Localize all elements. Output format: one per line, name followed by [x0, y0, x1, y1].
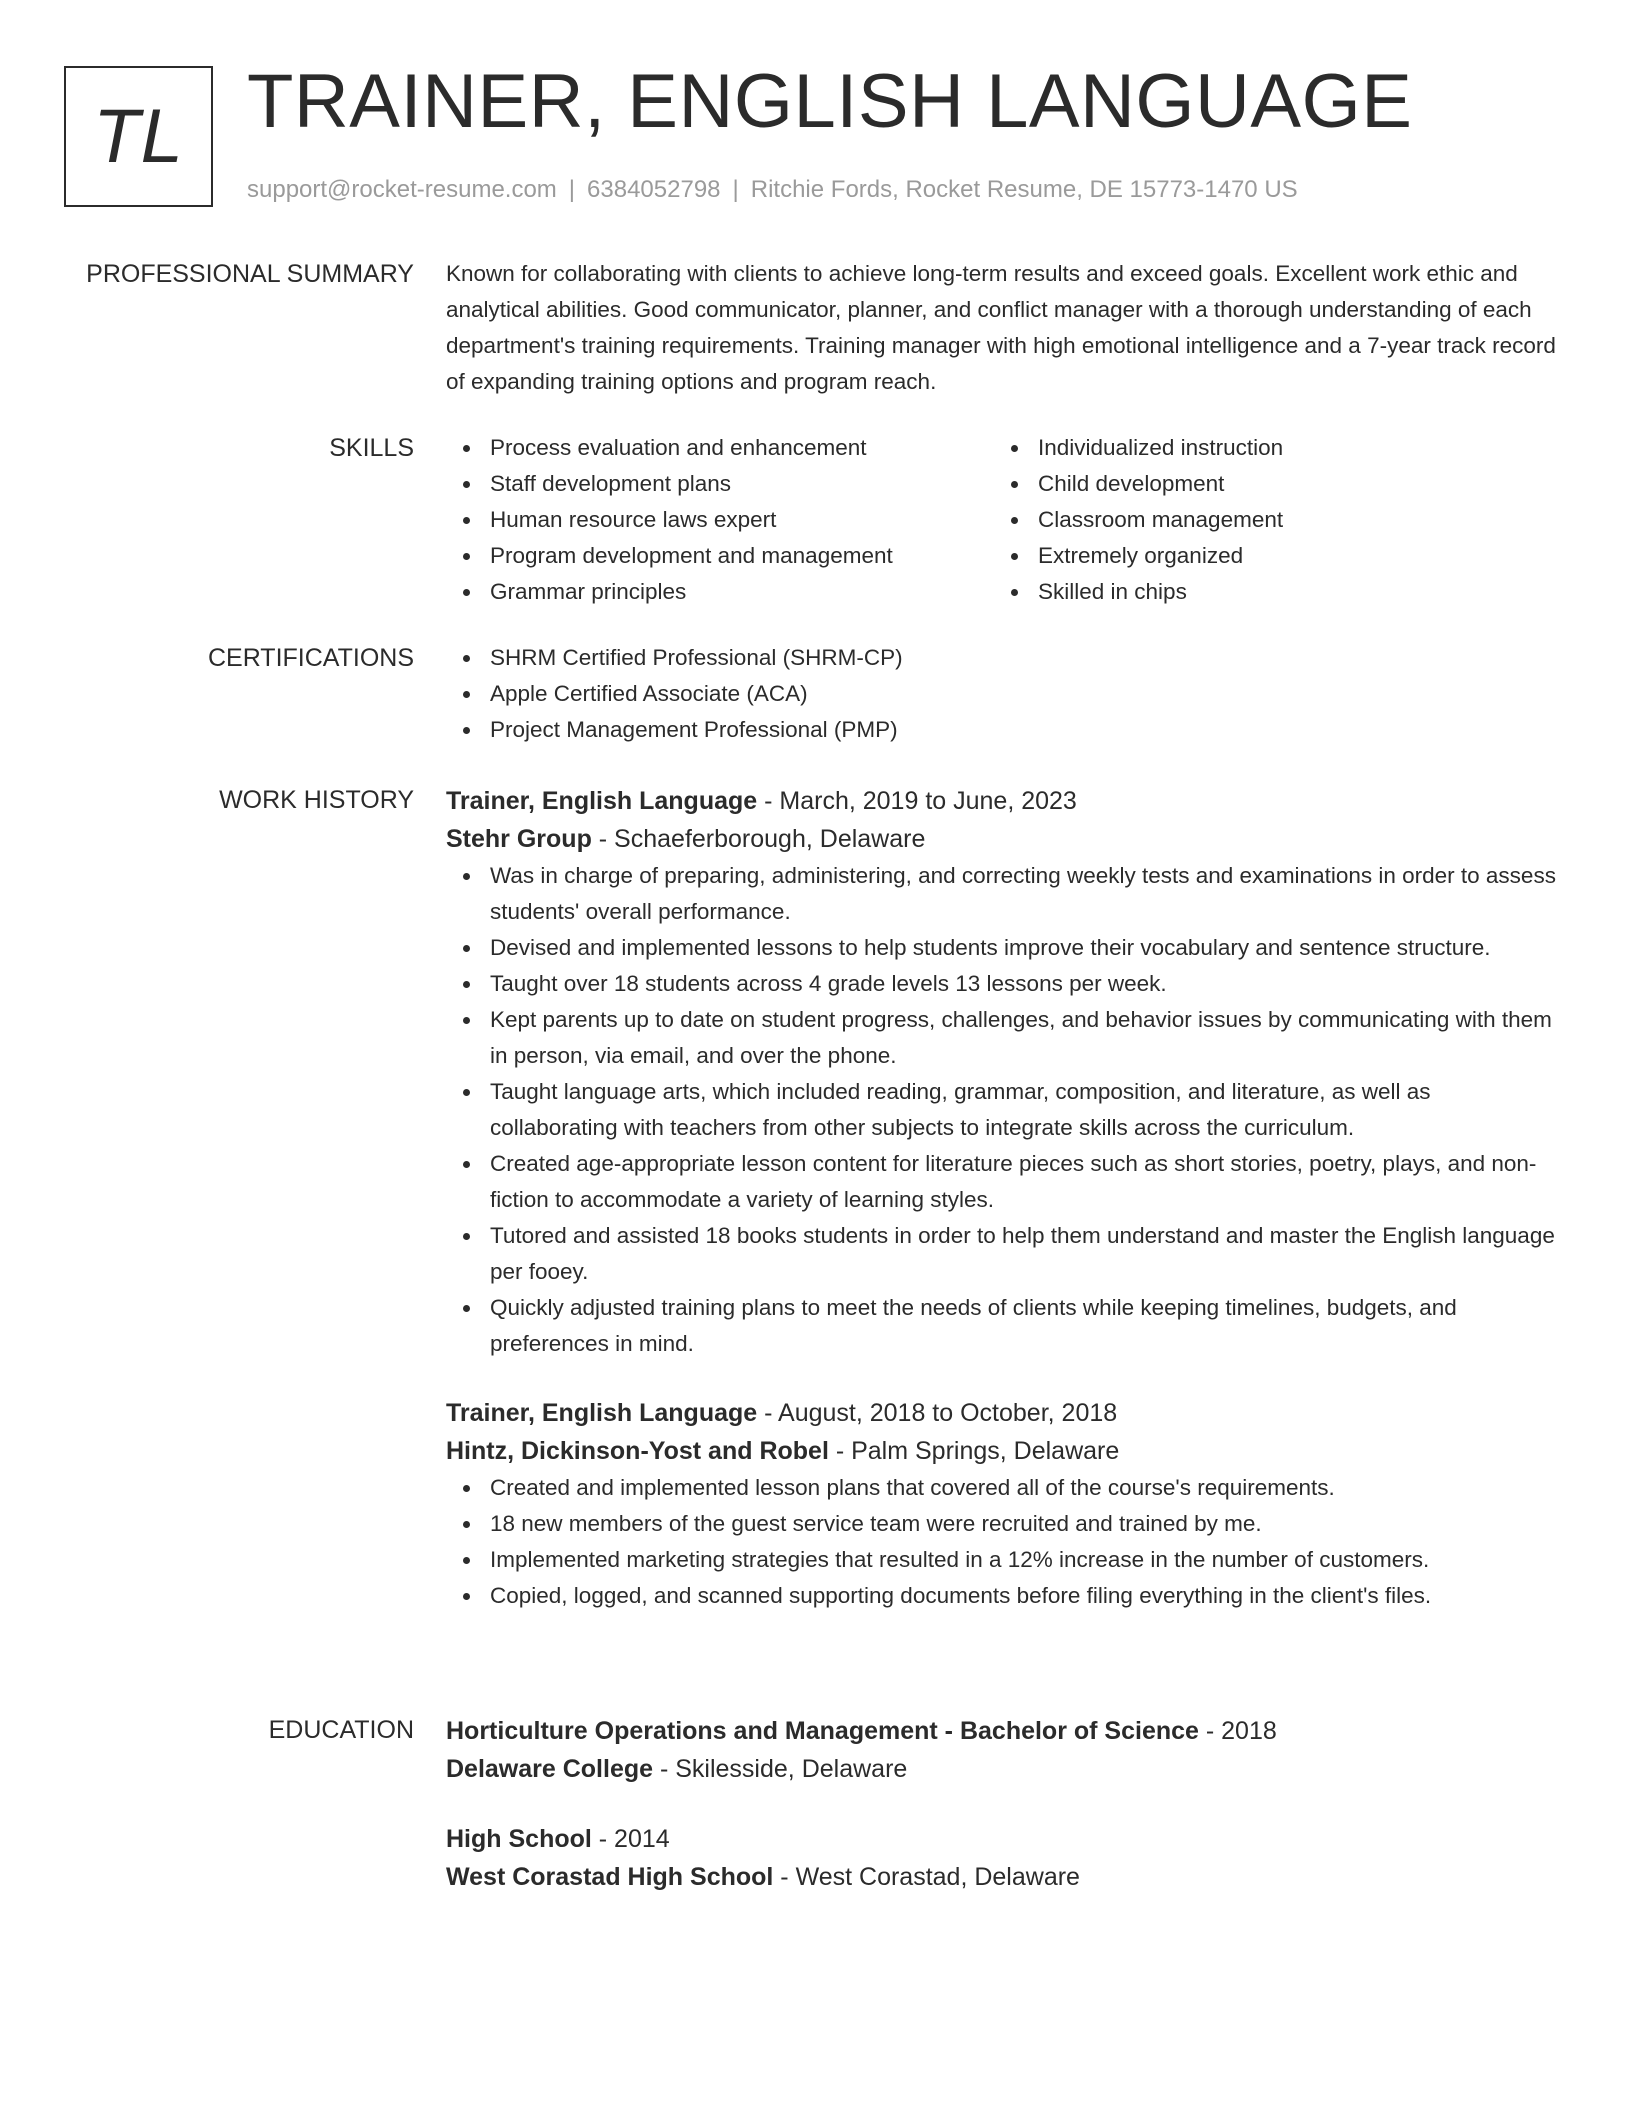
job-dates: - March, 2019 to June, 2023 [757, 787, 1077, 815]
job-bullet: Tutored and assisted 18 books students in order to help them understand and master the English language per fooey. [446, 1218, 1560, 1290]
job-company: Stehr Group [446, 825, 592, 853]
contact-email: support@rocket-resume.com [247, 176, 557, 203]
skills-column-1 [446, 430, 994, 610]
job-title-line [446, 782, 1560, 820]
skills-column-2 [994, 430, 1542, 610]
education-degree-line [446, 1820, 1560, 1858]
job-org-line [446, 820, 1560, 858]
education-school-line [446, 1858, 1560, 1896]
education-location: - West Corastad, Delaware [773, 1863, 1080, 1891]
job-bullets [446, 858, 1560, 1362]
job-bullet: Was in charge of preparing, administering, and correcting weekly tests and examinations in order to assess students' overall performance. [446, 858, 1560, 930]
job-bullet: Devised and implemented lessons to help students improve their vocabulary and sentence structure. [446, 930, 1560, 966]
job-dates: - August, 2018 to October, 2018 [757, 1399, 1118, 1427]
skills-body [446, 430, 1560, 610]
job-bullet: Implemented marketing strategies that resulted in a 12% increase in the number of customers. [446, 1542, 1560, 1578]
certification-item: SHRM Certified Professional (SHRM-CP) [446, 640, 1560, 676]
education-school-line [446, 1750, 1560, 1788]
certifications-body [446, 640, 1560, 748]
job-bullet: Created age-appropriate lesson content for literature pieces such as short stories, poetry, plays, and non-fiction to accommodate a variety of learning styles. [446, 1146, 1560, 1218]
skill-item: Human resource laws expert [446, 502, 994, 538]
job-bullet: Created and implemented lesson plans that covered all of the course's requirements. [446, 1470, 1560, 1506]
education-body [446, 1712, 1560, 1896]
job-location: - Schaeferborough, Delaware [591, 825, 926, 853]
section-label-education: EDUCATION [268, 1716, 414, 1744]
job-entry [446, 1394, 1560, 1614]
certifications-list [446, 640, 1560, 748]
section-label-work-history: WORK HISTORY [219, 786, 414, 814]
contact-phone: 6384052798 [587, 176, 721, 203]
job-bullet: 18 new members of the guest service team were recruited and trained by me. [446, 1506, 1560, 1542]
education-degree-line [446, 1712, 1560, 1750]
certification-item: Apple Certified Associate (ACA) [446, 676, 1560, 712]
education-year: - 2018 [1198, 1717, 1277, 1745]
contact-address: Ritchie Fords, Rocket Resume, DE 15773-1470 US [750, 176, 1298, 203]
job-bullet: Taught over 18 students across 4 grade levels 13 lessons per week. [446, 966, 1560, 1002]
job-org-line [446, 1432, 1560, 1470]
certification-item: Project Management Professional (PMP) [446, 712, 1560, 748]
job-bullets [446, 1470, 1560, 1614]
skill-item: Skilled in chips [994, 574, 1542, 610]
work-history-body [446, 782, 1560, 1614]
section-label-certifications: CERTIFICATIONS [207, 644, 414, 672]
skill-item: Grammar principles [446, 574, 994, 610]
job-bullet: Taught language arts, which included reading, grammar, composition, and literature, as well as collaborating with teachers from other subjects to integrate skills across the curriculum. [446, 1074, 1560, 1146]
monogram-initials: TL [93, 93, 184, 179]
summary-text: Known for collaborating with clients to achieve long-term results and exceed goals. Excellent work ethic and analytical abilities. Good communicator, planner, and conflict manager with a thorough understanding of each department's training requirements. Training manager with high emotional intelligence and a 7-year track record of expanding training options and program reach. [446, 261, 1556, 394]
skill-item: Process evaluation and enhancement [446, 430, 994, 466]
skill-item: Child development [994, 466, 1542, 502]
section-label-summary: PROFESSIONAL SUMMARY [86, 260, 414, 288]
education-school: Delaware College [446, 1755, 654, 1783]
skill-item: Individualized instruction [994, 430, 1542, 466]
summary-body [446, 256, 1560, 400]
education-degree: Horticulture Operations and Management - Bachelor of Science [446, 1717, 1199, 1745]
skill-item: Staff development plans [446, 466, 994, 502]
job-bullet: Kept parents up to date on student progress, challenges, and behavior issues by communicating with them in person, via email, and over the phone. [446, 1002, 1560, 1074]
contact-separator: | [568, 176, 576, 203]
education-entry [446, 1820, 1560, 1896]
job-bullet: Quickly adjusted training plans to meet the needs of clients while keeping timelines, budgets, and preferences in mind. [446, 1290, 1560, 1362]
skill-item: Extremely organized [994, 538, 1542, 574]
job-title: Trainer, English Language [446, 1399, 758, 1427]
contact-separator: | [732, 176, 739, 203]
job-entry [446, 782, 1560, 1362]
resume-title: TRAINER, ENGLISH LANGUAGE [247, 59, 1413, 144]
education-degree: High School [446, 1825, 592, 1853]
education-year: - 2014 [591, 1825, 670, 1853]
education-entry [446, 1712, 1560, 1788]
monogram-box [64, 66, 213, 207]
education-school: West Corastad High School [446, 1863, 774, 1891]
job-title-line [446, 1394, 1560, 1432]
job-bullet: Copied, logged, and scanned supporting documents before filing everything in the client's files. [446, 1578, 1560, 1614]
skill-item: Classroom management [994, 502, 1542, 538]
skill-item: Program development and management [446, 538, 994, 574]
job-title: Trainer, English Language [446, 787, 758, 815]
contact-line [247, 174, 1298, 206]
job-location: - Palm Springs, Delaware [828, 1437, 1120, 1465]
education-location: - Skilesside, Delaware [653, 1755, 908, 1783]
section-label-skills: SKILLS [329, 434, 414, 462]
job-company: Hintz, Dickinson-Yost and Robel [446, 1437, 829, 1465]
